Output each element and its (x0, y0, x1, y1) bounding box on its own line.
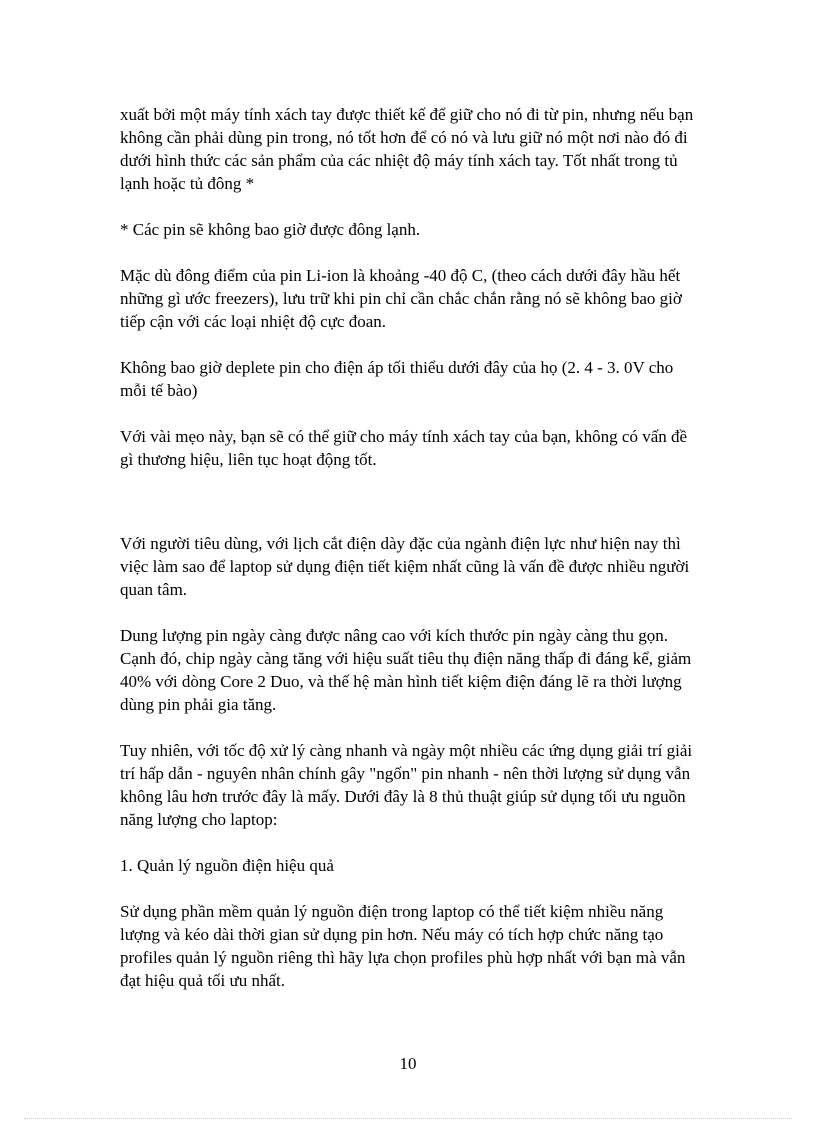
page-bottom-edge (24, 1118, 792, 1119)
page-number: 10 (399, 1054, 417, 1073)
paragraph-tips-conclusion: Với vài mẹo này, bạn sẽ có thể giữ cho máy tính xách tay của bạn, không có vấn đề gì thương hiệu, liên tục hoạt động tốt. (120, 427, 688, 469)
paragraph-freeze-note: * Các pin sẽ không bao giờ được đông lạnh. (120, 220, 421, 239)
paragraph-laptop-storage: xuất bởi một máy tính xách tay được thiết kế để giữ cho nó đi từ pin, nhưng nếu bạn không cần phải dùng pin trong, nó tốt hơn để có nó và lưu giữ nó một nơi nào đó đi dưới hình thức các sản phẩm của các nhiệt độ máy tính xách tay. Tốt nhất trong tủ lạnh hoặc tủ đông * (120, 105, 694, 193)
paragraph-freezing-point: Mặc dù đông điểm của pin Li-ion là khoảng -40 độ C, (theo cách dưới đây hầu hết những gì ước freezers), lưu trữ khi pin chỉ cần chắc chắn rằng nó sẽ không bao giờ tiếp cận với các loại nhiệt độ cực đoan. (120, 266, 682, 331)
paragraph-minimum-voltage: Không bao giờ deplete pin cho điện áp tối thiểu dưới đây của họ (2. 4 - 3. 0V cho mỗi tế bào) (120, 358, 674, 400)
paragraph-battery-capacity: Dung lượng pin ngày càng được nâng cao với kích thước pin ngày càng thu gọn. Cạnh đó, chip ngày càng tăng với hiệu suất tiêu thụ điện năng thấp đi đáng kể, giảm 40% với dòng Core 2 Duo, và thế hệ màn hình tiết kiệm điện đáng lẽ ra thời lượng dùng pin phải gia tăng. (120, 626, 692, 714)
paragraph-power-management-software: Sử dụng phần mềm quản lý nguồn điện trong laptop có thể tiết kiệm nhiều năng lượng và kéo dài thời gian sử dụng pin hơn. Nếu máy có tích hợp chức năng tạo profiles quản lý nguồn riêng thì hãy lựa chọn profiles phù hợp nhất với bạn mà vẫn đạt hiệu quả tối ưu nhất. (120, 902, 686, 990)
tip-heading-power-management: 1. Quản lý nguồn điện hiệu quả (120, 856, 334, 875)
paragraph-eight-tips-intro: Tuy nhiên, với tốc độ xử lý càng nhanh và ngày một nhiều các ứng dụng giải trí giải trí hấp dẫn - nguyên nhân chính gây "ngốn" pin nhanh - nên thời lượng sử dụng vẫn không lâu hơn trước đây là mấy. Dưới đây là 8 thủ thuật giúp sử dụng tối ưu nguồn năng lượng cho laptop: (120, 741, 693, 829)
paragraph-power-saving-intro: Với người tiêu dùng, với lịch cắt điện dày đặc của ngành điện lực như hiện nay thì việc làm sao để laptop sử dụng điện tiết kiệm nhất cũng là vấn đề được nhiều người quan tâm. (120, 534, 690, 599)
